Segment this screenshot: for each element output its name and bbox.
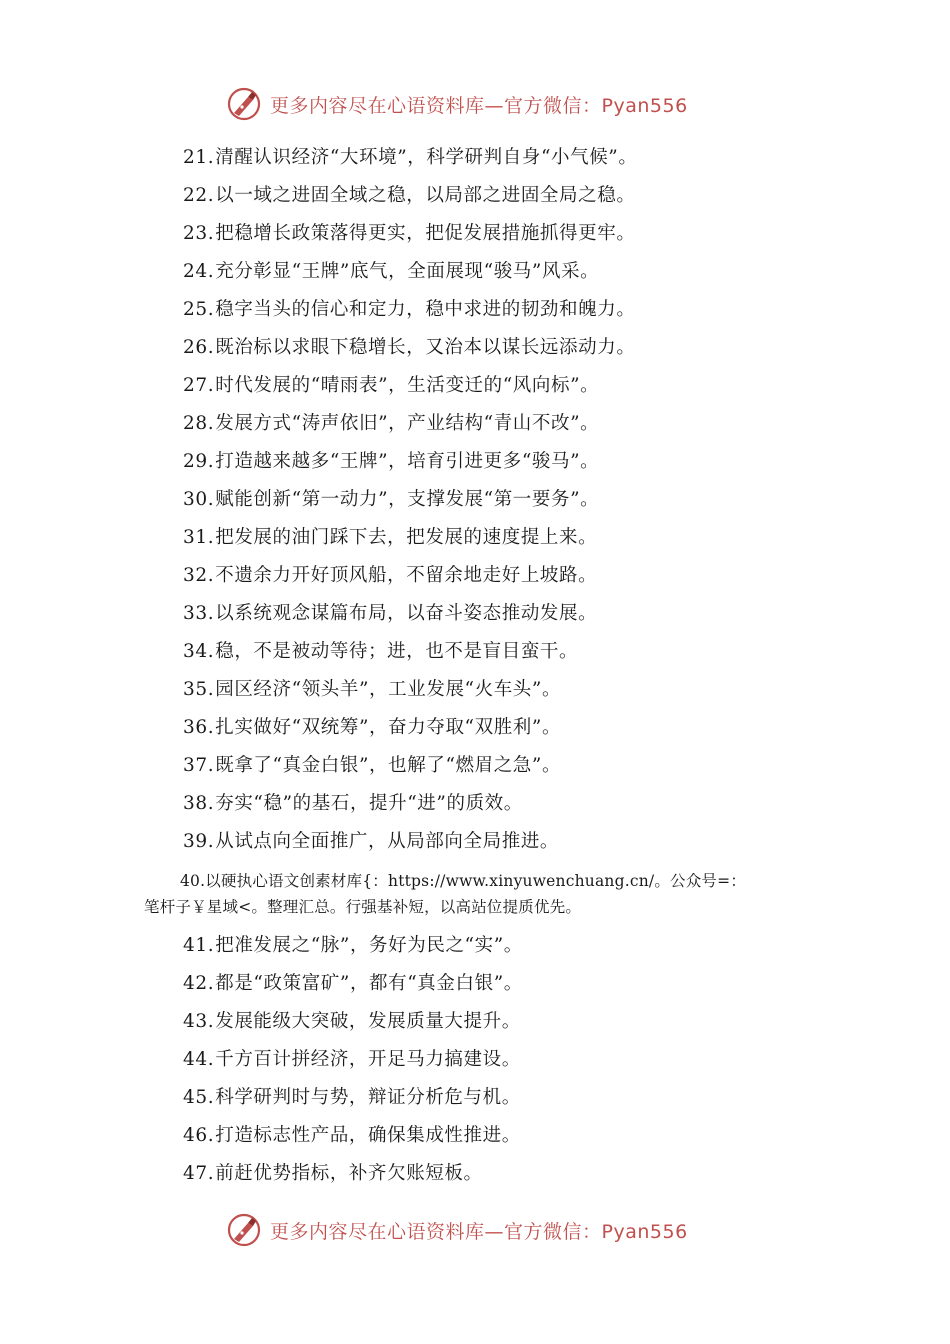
pen-nib-logo-icon — [226, 86, 262, 122]
list-item: 47.前赶优势指标，补齐欠账短板。 — [183, 1163, 483, 1184]
footer-banner — [226, 1210, 688, 1250]
list-item: 21.清醒认识经济“大环境”，科学研判自身“小气候”。 — [183, 147, 638, 168]
list-item: 45.科学研判时与势，辩证分析危与机。 — [183, 1087, 521, 1108]
list-item: 41.把准发展之“脉”，务好为民之“实”。 — [183, 935, 523, 956]
list-item: 43.发展能级大突破，发展质量大提升。 — [183, 1011, 521, 1032]
item-40-line1: 40.以硬执心语文创素材库{：https://www.xinyuwenchuang.cn/。公众号=： — [180, 872, 747, 890]
item-40-line2: 笔杆子￥星域<。整理汇总。行强基补短，以高站位提质优先。 — [144, 898, 582, 916]
list-item: 35.园区经济“领头羊”，工业发展“火车头”。 — [183, 679, 562, 700]
list-item: 38.夯实“稳”的基石，提升“进”的质效。 — [183, 793, 523, 814]
list-item: 24.充分彰显“王牌”底气，全面展现“骏马”风采。 — [183, 261, 600, 282]
list-item: 29.打造越来越多“王牌”，培育引进更多“骏马”。 — [183, 451, 600, 472]
list-item: 23.把稳增长政策落得更实，把促发展措施抓得更牢。 — [183, 223, 636, 244]
list-item: 46.打造标志性产品，确保集成性推进。 — [183, 1125, 521, 1146]
list-item: 37.既拿了“真金白银”，也解了“燃眉之急”。 — [183, 755, 562, 776]
list-item: 36.扎实做好“双统筹”，奋力夺取“双胜利”。 — [183, 717, 562, 738]
list-item: 42.都是“政策富矿”，都有“真金白银”。 — [183, 973, 523, 994]
banner-text: 更多内容尽在心语资料库—官方微信：Pyan556 — [270, 1220, 688, 1243]
item-40-paragraph — [144, 868, 844, 920]
list-item: 25.稳字当头的信心和定力，稳中求进的韧劲和魄力。 — [183, 299, 636, 320]
list-item: 39.从试点向全面推广，从局部向全局推进。 — [183, 831, 560, 852]
list-item: 22.以一域之进固全域之稳，以局部之进固全局之稳。 — [183, 185, 636, 206]
list-item: 26.既治标以求眼下稳增长，又治本以谋长远添动力。 — [183, 337, 636, 358]
list-item: 28.发展方式“涛声依旧”，产业结构“青山不改”。 — [183, 413, 600, 434]
list-item: 30.赋能创新“第一动力”，支撑发展“第一要务”。 — [183, 489, 600, 510]
header-banner — [226, 84, 688, 124]
pen-nib-logo-icon — [226, 1212, 262, 1248]
list-item: 32.不遗余力开好顶风船，不留余地走好上坡路。 — [183, 565, 598, 586]
banner-text: 更多内容尽在心语资料库—官方微信：Pyan556 — [270, 94, 688, 117]
list-item: 31.把发展的油门踩下去，把发展的速度提上来。 — [183, 527, 598, 548]
list-item: 34.稳，不是被动等待；进，也不是盲目蛮干。 — [183, 641, 579, 662]
list-item: 33.以系统观念谋篇布局，以奋斗姿态推动发展。 — [183, 603, 598, 624]
list-item: 27.时代发展的“晴雨表”，生活变迁的“风向标”。 — [183, 375, 600, 396]
list-item: 44.千方百计拼经济，开足马力搞建设。 — [183, 1049, 521, 1070]
